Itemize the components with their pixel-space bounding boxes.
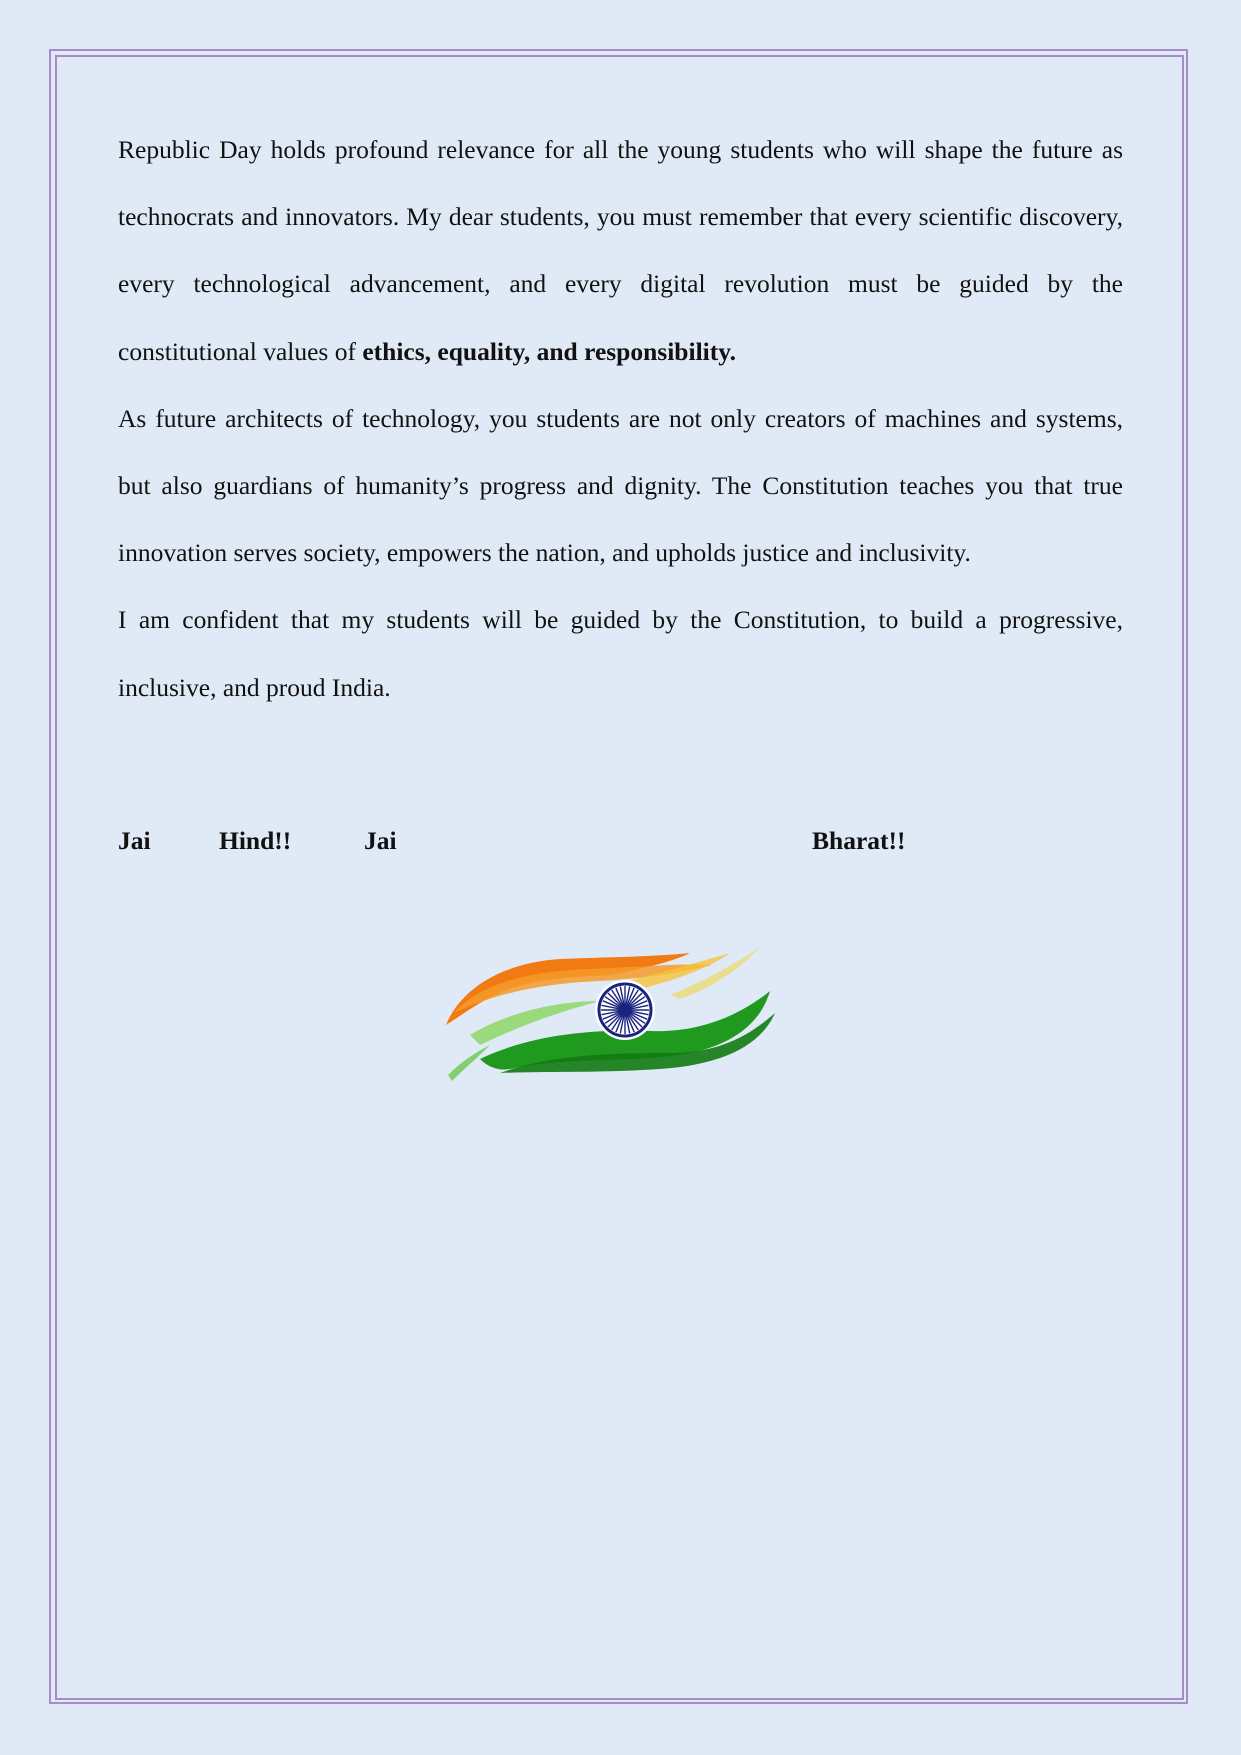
closing-word-4: Bharat!! (812, 826, 906, 855)
ashoka-chakra-icon (599, 984, 651, 1036)
paragraph-2: As future architects of technology, you students are not only creators of machines and systems, but also guardians of humanity’s progress and dignity. The Constitution teaches you that true innovation serves society, empowers the nation, and upholds justice and inclusivity. (118, 403, 1123, 568)
paragraph-1-bold: ethics, equality, and responsibility. (362, 336, 736, 366)
closing-word-1: Jai (118, 826, 151, 855)
paragraph-3: I am confident that my students will be guided by the Constitution, to build a progressive, inclusive, and proud India. (118, 605, 1123, 702)
document-body (118, 116, 1123, 721)
indian-flag-brushstroke-icon (440, 935, 780, 1085)
closing-word-2: Hind!! (219, 826, 292, 855)
paragraph-1 (118, 116, 1123, 385)
closing-word-3: Jai (364, 826, 397, 855)
paragraph-1-text: Republic Day holds profound relevance for all the young students who will shape the future as technocrats and innovators. My dear students, you must remember that every scientific discovery, every technological advancement, and every digital revolution must be guided by the constitutional values of (118, 135, 1123, 366)
green-splash (448, 1045, 490, 1081)
closing-line (118, 826, 1123, 866)
